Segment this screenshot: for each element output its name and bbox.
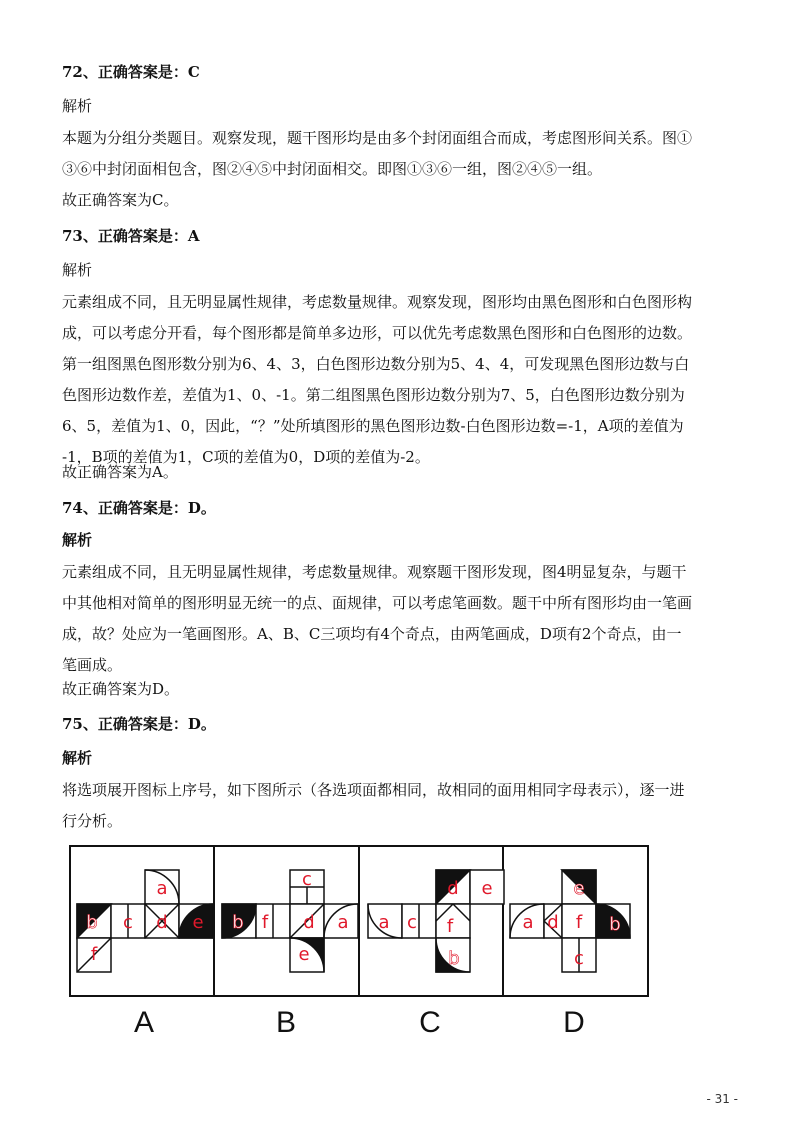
q73-analysis-label: 解析 xyxy=(62,261,93,279)
q73-line-3: 第一组图黑色图形数分别为6、4、3，白色图形边数分别为5、4、4，可发现黑色图形边数与白 xyxy=(62,355,690,373)
q73-title: 73、正确答案是：A xyxy=(62,227,200,245)
q74-line-2: 中其他相对简单的图形明显无统一的点、面规律，可以考虑笔画数。题干中所有图形均由一笔画 xyxy=(62,594,693,612)
net-c-label-row-3: f xyxy=(446,916,454,937)
net-a-label-row-2: c xyxy=(123,912,133,933)
q74-conclusion: 故正确答案为D。 xyxy=(62,680,180,698)
net-b-label-row-3: d xyxy=(303,912,315,933)
q72-line-2: ③⑥中封闭面相包含，图②④⑤中封闭面相交。即图①③⑥一组，图②④⑤一组。 xyxy=(62,160,603,178)
q74-conclusion-wrap xyxy=(62,674,742,705)
question-75 xyxy=(62,714,742,734)
q74-line-4: 笔画成。 xyxy=(62,656,123,674)
net-c-label-top-2: e xyxy=(481,878,493,899)
net-b-label-bottom: e xyxy=(298,944,310,965)
q73-line-6: -1，B项的差值为1，C项的差值为0，D项的差值为-2。 xyxy=(62,448,430,466)
q73-line-1: 元素组成不同，且无明显属性规律，考虑数量规律。观察发现，图形均由黑色图形和白色图形构 xyxy=(62,293,693,311)
q74-line-3: 成，故？处应为一笔画图形。A、B、C三项均有4个奇点，由两笔画成，D项有2个奇点，由一 xyxy=(62,625,682,643)
q75-title: 75、正确答案是：D。 xyxy=(62,715,216,733)
net-a-label-top: a xyxy=(156,878,168,899)
net-d-label-top: e xyxy=(573,878,585,899)
q72-label-wrap xyxy=(62,96,742,116)
net-d-label-row-3: f xyxy=(575,912,583,933)
net-c-label-row-1: a xyxy=(378,912,390,933)
net-c-label-top-1: d xyxy=(447,878,459,899)
q73-analysis xyxy=(62,287,742,473)
net-b-label-row-2: f xyxy=(261,912,269,933)
q75-line-1: 将选项展开图标上序号，如下图所示（各选项面都相同，故相同的面用相同字母表示），逐一进 xyxy=(62,781,685,799)
q72-analysis xyxy=(62,123,742,185)
page-number: - 31 - xyxy=(706,1092,738,1106)
q74-analysis xyxy=(62,557,742,681)
option-label-c: C xyxy=(419,1006,441,1039)
net-d-label-bottom: c xyxy=(574,948,584,969)
net-b-label-row-1: b xyxy=(232,912,244,933)
net-a-label-row-1: b xyxy=(86,912,98,933)
option-label-a: A xyxy=(133,1006,155,1039)
q74-line-1: 元素组成不同，且无明显属性规律，考虑数量规律。观察题干图形发现，图4明显复杂，与题干 xyxy=(62,563,687,581)
q72-title: 72、正确答案是：C xyxy=(62,63,200,81)
net-b-label-top: c xyxy=(302,869,312,890)
q74-analysis-label: 解析 xyxy=(62,531,93,549)
q73-label-wrap xyxy=(62,260,742,280)
q73-line-2: 成，可以考虑分开看，每个图形都是简单多边形，可以优先考虑数黑色图形和白色图形的边数。 xyxy=(62,324,693,342)
option-label-b: B xyxy=(275,1006,297,1039)
q72-conclusion: 故正确答案为C。 xyxy=(62,191,179,209)
net-d-label-row-4: b xyxy=(609,914,621,935)
q73-line-5: 6、5，差值为1、0，因此，“？”处所填图形的黑色图形边数-白色图形边数=-1，A项的差值为 xyxy=(62,417,684,435)
net-d-label-row-2: d xyxy=(547,912,559,933)
q75-label-wrap xyxy=(62,748,742,768)
net-c-label-row-2: c xyxy=(407,912,417,933)
net-b-label-row-4: a xyxy=(337,912,349,933)
cube-nets-svg xyxy=(62,842,662,1042)
q72-conclusion-wrap xyxy=(62,185,742,216)
q72-analysis-label: 解析 xyxy=(62,97,93,115)
q75-line-2: 行分析。 xyxy=(62,812,123,830)
q74-label-wrap xyxy=(62,530,742,550)
question-73 xyxy=(62,226,742,246)
net-a-label-row-3: d xyxy=(156,912,168,933)
q72-line-1: 本题为分组分类题目。观察发现，题干图形均是由多个封闭面组合而成，考虑图形间关系。图① xyxy=(62,129,693,147)
net-a-label-row-4: e xyxy=(192,912,204,933)
cube-nets-figure xyxy=(62,842,662,1042)
option-label-d: D xyxy=(563,1006,585,1039)
q73-line-4: 色图形边数作差，差值为1、0、-1。第二组图黑色图形边数分别为7、5，白色图形边数分别为 xyxy=(62,386,685,404)
question-72 xyxy=(62,62,742,82)
q75-analysis xyxy=(62,775,742,837)
question-74 xyxy=(62,498,742,518)
q75-analysis-label: 解析 xyxy=(62,749,93,767)
net-a-label-bottom: f xyxy=(90,944,98,965)
q73-conclusion: 故正确答案为A。 xyxy=(62,463,178,481)
q74-title: 74、正确答案是：D。 xyxy=(62,499,216,517)
q73-conclusion-wrap xyxy=(62,457,742,488)
net-c-label-bottom: b xyxy=(448,948,460,969)
net-d-label-row-1: a xyxy=(522,912,534,933)
